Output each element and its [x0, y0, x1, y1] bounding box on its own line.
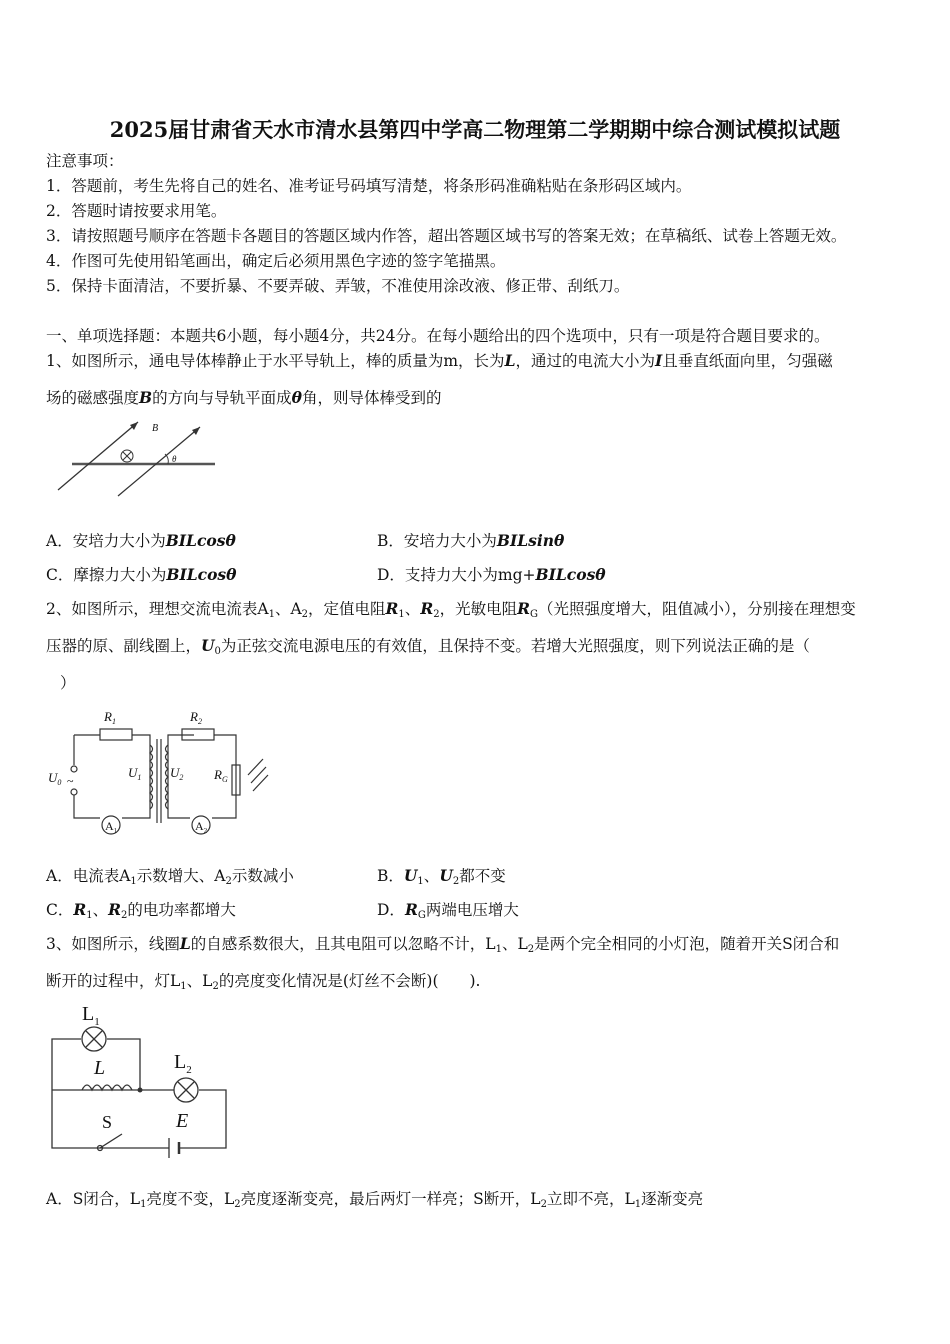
text-run: A．电流表A: [46, 867, 131, 885]
subscript-text: 1: [268, 609, 275, 620]
q1-stem-line: [46, 351, 833, 371]
q3-figure-inductor-circuit: [44, 1000, 234, 1160]
note-item: 5．保持卡面清洁，不要折暴、不要弄破、弄皱，不准使用涂改液、修正带、刮纸刀。: [46, 277, 630, 295]
text-run: 亮度不变，L: [146, 1190, 235, 1208]
text-run: R: [517, 599, 530, 618]
text-run: B．: [377, 867, 404, 885]
q1-figure-rails-field: [50, 418, 220, 498]
q2-figure-transformer-circuit: [44, 703, 274, 838]
text-run: 、L: [186, 972, 213, 990]
u0-label: $U_0$: [48, 770, 62, 787]
text-run: 、: [404, 600, 421, 618]
text-run: 为正弦交流电源电压的有效值，且保持不变。若增大光照强度，则下列说法正确的是（: [220, 637, 810, 655]
text-run: 的自感系数很大，且其电阻可以忽略不计，L: [190, 935, 496, 953]
u2-label: $U_2$: [170, 765, 184, 782]
text-run: 逐渐变亮: [641, 1190, 704, 1208]
subscript-text: 1: [180, 981, 187, 992]
subscript-text: 1: [417, 876, 424, 887]
text-run: 、: [423, 867, 440, 885]
q3-stem-line: [46, 971, 480, 991]
subscript-text: 0: [214, 646, 221, 657]
text-run: R: [420, 599, 434, 618]
note-item: 3．请按照题号顺序在答题卡各题目的答题区域内作答，超出答题区域书写的答案无效；在草稿纸、试卷上答题无效。: [46, 227, 847, 245]
text-run: BILcosθ: [166, 565, 237, 584]
text-run: 的电功率都增大: [127, 901, 236, 919]
text-run: U: [201, 636, 215, 655]
text-run: （光照强度增大，阻值减小），分别接在理想变: [537, 600, 856, 618]
text-run: U: [403, 866, 418, 885]
q2-option-c[interactable]: [46, 900, 236, 920]
text-run: 断开的过程中，灯L: [46, 972, 181, 990]
emf-label: E: [176, 1110, 189, 1132]
q1-option-a[interactable]: [46, 531, 236, 551]
ammeter-a1-label: $A_1$: [105, 819, 118, 835]
q1-option-b[interactable]: [377, 531, 564, 551]
text-run: B: [139, 388, 153, 407]
text-run: C．: [46, 901, 74, 919]
q1-option-d[interactable]: [377, 565, 606, 585]
text-run: B．安培力大小为: [377, 532, 497, 550]
q3-stem-line: [46, 934, 839, 954]
text-run: BILcosθ: [165, 531, 236, 550]
text-run: 压器的原、副线圈上，: [46, 637, 202, 655]
subscript-text: 2: [452, 876, 460, 887]
q3-option-a[interactable]: [46, 1189, 703, 1209]
text-run: C．摩擦力大小为: [46, 566, 167, 584]
l1-label: $L_1$: [82, 1003, 100, 1028]
text-run: 两端电压增大: [425, 901, 519, 919]
text-run: 且垂直纸面向里，匀强磁: [662, 352, 833, 370]
text-run: θ: [291, 388, 302, 407]
u1-label: $U_1$: [128, 765, 142, 782]
text-run: U: [439, 866, 453, 885]
page-title: 2025届甘肃省天水市清水县第四中学高二物理第二学期期中综合测试模拟试题: [109, 117, 841, 142]
rg-label: $R_G$: [214, 767, 228, 784]
text-run: 立即不亮，L: [546, 1190, 635, 1208]
subscript-text: G: [529, 609, 538, 620]
text-run: 亮度逐渐变亮，最后两灯一样亮；S断开，L: [240, 1190, 541, 1208]
switch-label: S: [102, 1112, 113, 1132]
subscript-text: 1: [130, 876, 137, 887]
subscript-text: 1: [495, 944, 502, 955]
q2-stem-line: [46, 636, 810, 656]
r1-label: $R_1$: [104, 709, 116, 726]
q2-option-a[interactable]: [46, 866, 294, 886]
text-run: ，通过的电流大小为: [515, 352, 655, 370]
text-run: 的方向与导轨平面成: [152, 389, 292, 407]
text-run: 、: [92, 901, 109, 919]
notes-heading: 注意事项：: [46, 152, 124, 170]
subscript-text: 2: [301, 609, 309, 620]
q2-option-d[interactable]: [377, 900, 519, 920]
q1-stem-line: [46, 388, 442, 408]
q2-option-b[interactable]: [377, 866, 506, 886]
text-run: ，定值电阻: [308, 600, 386, 618]
text-run: 角，则导体棒受到的: [301, 389, 442, 407]
text-run: R: [73, 900, 87, 919]
text-run: R: [108, 900, 122, 919]
angle-label: θ: [172, 454, 177, 464]
q1-option-c[interactable]: [46, 565, 236, 585]
note-item: 1．答题前，考生先将自己的姓名、准考证号码填写清楚，将条形码准确粘贴在条形码区域内。: [46, 177, 692, 195]
ac-source-symbol: ~: [67, 774, 74, 788]
ammeter-a2-label: $A_2$: [195, 819, 208, 835]
text-run: L: [179, 934, 191, 953]
subscript-text: 2: [225, 876, 232, 887]
text-run: A．安培力大小为: [46, 532, 166, 550]
text-run: 场的磁感强度: [46, 389, 140, 407]
inductor-label: L: [94, 1057, 106, 1079]
text-run: 示数增大、A: [136, 867, 226, 885]
text-run: 2、如图所示，理想交流电流表A: [46, 600, 269, 618]
text-run: D．: [377, 901, 405, 919]
subscript-text: 2: [433, 609, 440, 620]
section-heading: 一、单项选择题：本题共6小题，每小题4分，共24分。在每小题给出的四个选项中，只有一项是符合题目要求的。: [46, 327, 830, 345]
text-run: 的亮度变化情况是(灯丝不会断)( ).: [218, 972, 481, 990]
text-run: I: [654, 351, 663, 370]
l2-label: $L_2$: [174, 1051, 192, 1076]
field-label: B: [152, 423, 159, 434]
text-run: 示数减小: [231, 867, 294, 885]
subscript-text: 1: [398, 609, 405, 620]
text-run: 是两个完全相同的小灯泡，随着开关S闭合和: [534, 935, 840, 953]
subscript-text: 2: [527, 944, 535, 955]
r2-label: $R_2$: [190, 709, 202, 726]
subscript-text: G: [417, 910, 426, 921]
subscript-text: 2: [121, 910, 128, 921]
subscript-text: 2: [212, 981, 219, 992]
text-run: ，光敏电阻: [439, 600, 518, 618]
text-run: 、L: [501, 935, 528, 953]
text-run: L: [504, 351, 516, 370]
q2-stem-line: [46, 599, 856, 619]
note-item: 4．作图可先使用铅笔画出，确定后必须用黑色字迹的签字笔描黑。: [46, 252, 506, 270]
subscript-text: 1: [86, 910, 93, 921]
text-run: BILcosθ: [535, 565, 606, 584]
subscript-text: 1: [634, 1199, 642, 1210]
text-run: 、A: [274, 600, 302, 618]
text-run: A．S闭合，L: [46, 1190, 141, 1208]
text-run: 都不变: [459, 867, 506, 885]
subscript-text: 1: [140, 1199, 147, 1210]
note-item: 2．答题时请按要求用笔。: [46, 202, 227, 220]
subscript-text: 2: [540, 1199, 547, 1210]
q2-stem-line: [60, 673, 76, 693]
text-run: 3、如图所示，线圈: [46, 935, 180, 953]
text-run: BILsinθ: [496, 531, 565, 550]
subscript-text: 2: [234, 1199, 241, 1210]
text-run: R: [404, 900, 418, 919]
text-run: 1、如图所示，通电导体棒静止于水平导轨上，棒的质量为m，长为: [46, 352, 505, 370]
text-run: R: [385, 599, 399, 618]
text-run: ）: [60, 674, 76, 692]
text-run: D．支持力大小为mg+: [377, 566, 536, 584]
